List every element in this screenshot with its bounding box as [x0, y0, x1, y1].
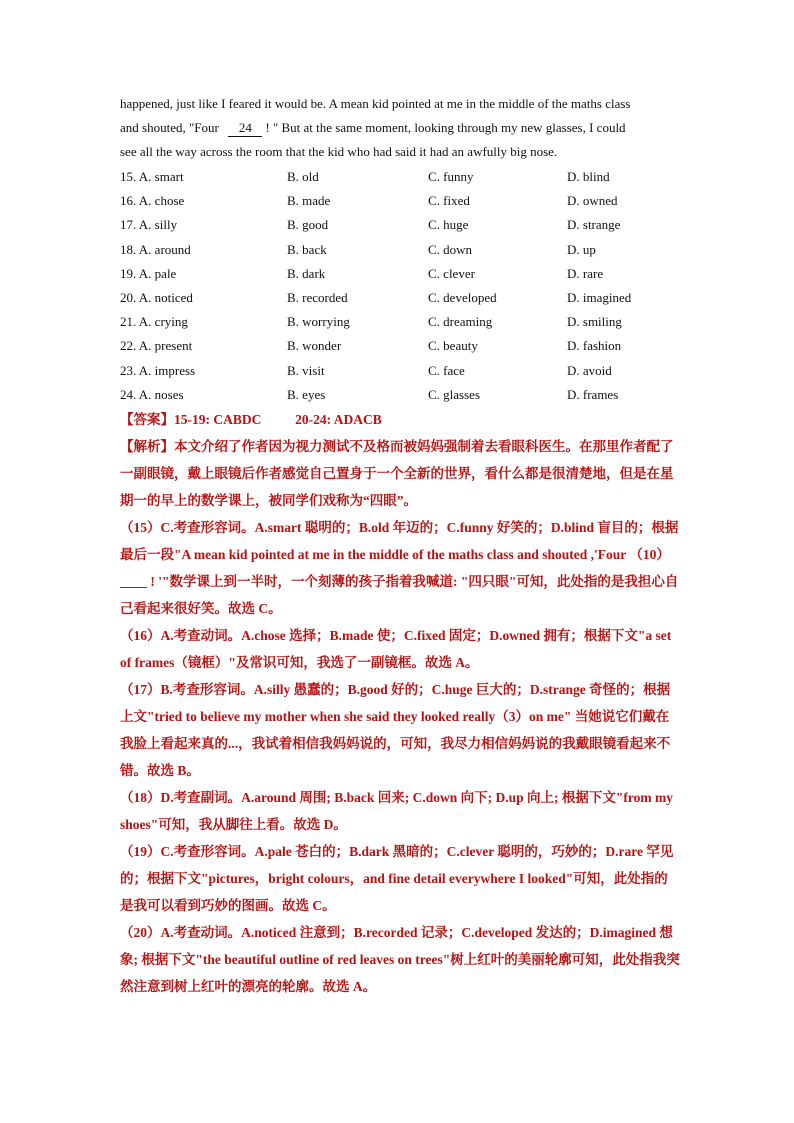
option-a: 22. A. present	[120, 338, 193, 354]
option-b: B. recorded	[287, 289, 348, 305]
explanation-18: （18）D.考查副词。A.around 周围; B.back 回来; C.down 向下; D.up 向上; 根据下文"from my shoes"可知，我从脚往上看。故选 D。	[120, 790, 674, 832]
explanation-20: （20）A.考查动词。A.noticed 注意到；B.recorded 记录；C.developed 发达的；D.imagined 想象; 根据下文"the beautiful outline of red leaves on trees"树上红叶的美丽轮廓可知，此处指我突然注意到树上红叶的漂亮的轮廓。故选 A。	[120, 925, 680, 994]
option-b: B. good	[287, 217, 329, 233]
option-d: D. blind	[567, 169, 610, 184]
option-row-17	[120, 213, 680, 237]
option-b: B. wonder	[287, 338, 342, 354]
option-c: C. developed	[428, 289, 497, 305]
option-d: D. fashion	[567, 338, 622, 354]
option-c: C. fixed	[428, 193, 470, 209]
option-b: B. visit	[287, 362, 325, 378]
option-b: B. made	[287, 193, 331, 209]
passage-line	[120, 116, 678, 140]
explanation-19: （19）C.考查形容词。A.pale 苍白的；B.dark 黑暗的；C.clever 聪明的，巧妙的；D.rare 罕见的；根据下文"pictures，bright colours，and fine detail everywhere I looked"可知，此处指的是我可以看到巧妙的图画。故选 C。	[120, 844, 674, 913]
option-a: 19. A. pale	[120, 265, 177, 281]
option-row-19	[120, 262, 680, 286]
option-b: B. old	[287, 169, 319, 184]
option-d: D. smiling	[567, 314, 622, 330]
options-list	[120, 165, 680, 407]
analysis-summary: 【解析】本文介绍了作者因为视力测试不及格而被妈妈强制着去看眼科医生。在那里作者配了一副眼镜，戴上眼镜后作者感觉自己置身于一个全新的世界，看什么都是很清楚地，但是在星期一的早上的数学课上，被同学们戏称为“四眼”。	[120, 439, 674, 508]
option-row-16	[120, 189, 680, 213]
answer-key: 【答案】15-19: CABDC 20-24: ADACB	[120, 412, 382, 427]
passage-line: see all the way across the room that the kid who had said it had an awfully big nose.	[120, 144, 558, 159]
explanation-16: （16）A.考查动词。A.chose 选择；B.made 使；C.fixed 固定；D.owned 拥有；根据下文"a set of frames（镜框）"及常识可知，我选了一副镜框。故选 A。	[120, 628, 672, 670]
option-a: 16. A. chose	[120, 193, 185, 209]
explanation-15: （15）C.考查形容词。A.smart 聪明的；B.old 年迈的；C.funny 好笑的；D.blind 盲目的；根据最后一段"A mean kid pointed at me in the middle of the maths class and shouted ,'Four （10）____ ! '"数学课上到一半时，一个刻薄的孩子指着我喊道: "四只眼"可知，此处指的是我担心自己看起来很好笑。故选 C。	[120, 520, 679, 616]
blank-24: 24	[228, 120, 262, 137]
option-b: B. worrying	[287, 314, 350, 330]
passage-text-segment: and shouted, "Four	[120, 120, 219, 135]
explanation-17: （17）B.考查形容词。A.silly 愚蠢的；B.good 好的；C.huge 巨大的；D.strange 奇怪的；根据上文"tried to believe my mother when she said they looked really（3）on me" 当她说它们戴在我脸上看起来真的...，我试着相信我妈妈说的，可知，我尽力相信妈妈说的我戴眼镜看起来不错。故选 B。	[120, 682, 671, 778]
option-a: 24. A. noses	[120, 386, 184, 402]
option-d: D. imagined	[567, 289, 632, 305]
option-a: 20. A. noticed	[120, 289, 193, 305]
option-d: D. owned	[567, 193, 618, 209]
option-c: C. dreaming	[428, 314, 493, 330]
option-row-18	[120, 238, 680, 262]
option-row-23	[120, 359, 680, 383]
option-d: D. strange	[567, 217, 621, 233]
option-c: C. face	[428, 362, 465, 378]
option-c: C. down	[428, 241, 473, 257]
passage-text-segment: ! " But at the same moment, looking through my new glasses, I could	[265, 120, 626, 135]
option-d: D. avoid	[567, 362, 612, 378]
option-row-24	[120, 383, 680, 407]
option-d: D. rare	[567, 265, 604, 281]
passage-line: happened, just like I feared it would be. A mean kid pointed at me in the middle of the maths class	[120, 96, 631, 111]
option-b: B. dark	[287, 265, 326, 281]
option-c: C. glasses	[428, 386, 480, 402]
option-a: 17. A. silly	[120, 217, 178, 233]
option-c: C. huge	[428, 217, 469, 233]
option-row-15	[120, 165, 680, 189]
option-c: C. beauty	[428, 338, 478, 354]
option-a: 21. A. crying	[120, 314, 188, 330]
option-d: D. up	[567, 241, 596, 257]
option-a: 15. A. smart	[120, 169, 184, 184]
answer-analysis	[120, 406, 680, 1000]
option-c: C. clever	[428, 265, 475, 281]
option-a: 18. A. around	[120, 241, 191, 257]
option-b: B. eyes	[287, 386, 326, 402]
option-row-22	[120, 334, 680, 358]
option-c: C. funny	[428, 169, 474, 184]
option-b: B. back	[287, 241, 327, 257]
option-row-21	[120, 310, 680, 334]
option-row-20	[120, 286, 680, 310]
option-a: 23. A. impress	[120, 362, 196, 378]
passage-text	[120, 92, 678, 164]
option-d: D. frames	[567, 386, 619, 402]
